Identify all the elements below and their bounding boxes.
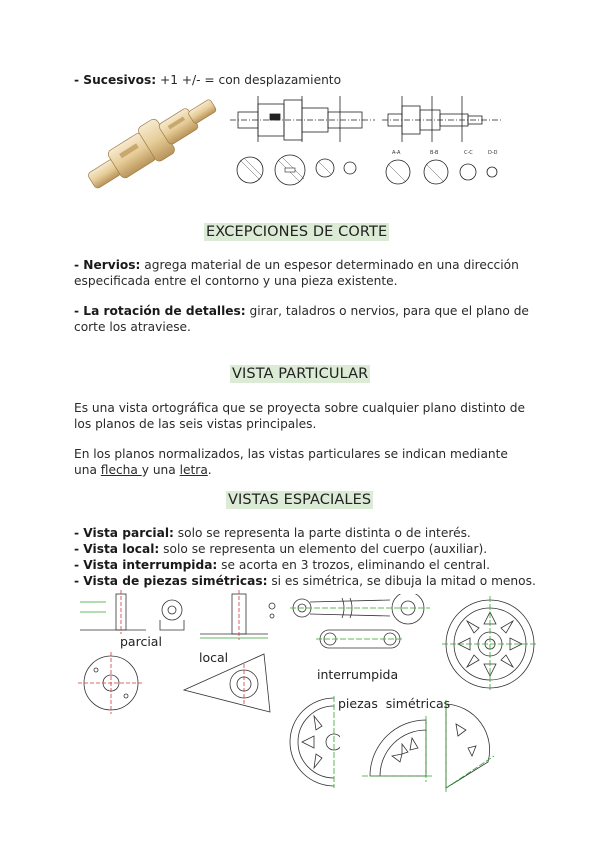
label-local: local (199, 650, 229, 665)
figure-half-wheel (284, 696, 340, 788)
vista-local-item (74, 541, 544, 557)
nervios-text: agrega material de un espesor determinado en una dirección especificada entre el contorno y una pieza existente. (74, 258, 519, 288)
mark-a: A-A (392, 150, 401, 156)
vistas-list (74, 525, 544, 589)
particular-paragraph-1: Es una vista ortográfica que se proyecta sobre cualquier plano distinto de los planos de las seis vistas principales. (74, 401, 525, 431)
mark-c: C-C (464, 150, 473, 156)
sucesivos-term: - Sucesivos: (74, 73, 157, 87)
letra-word: letra (179, 463, 208, 477)
rotacion-term: - La rotación de detalles: (74, 304, 246, 318)
sucesivos-line (74, 72, 341, 88)
heading-excepciones-de-corte: EXCEPCIONES DE CORTE (206, 224, 388, 240)
label-interrumpida: interrumpida (317, 667, 399, 682)
rotacion-text: girar, taladros o nervios, para que el plano de corte los atraviese. (74, 304, 529, 334)
particular-paragraph-2 (74, 446, 529, 478)
vista-simetricas-term: - Vista de piezas simétricas: (74, 574, 268, 588)
vista-interrumpida-item (74, 557, 544, 573)
vista-parcial-term: - Vista parcial: (74, 526, 174, 540)
nervios-paragraph (74, 257, 529, 289)
figure-interrumpida-view (290, 594, 440, 666)
shaft-3d-illustration (70, 88, 230, 198)
vista-local-term: - Vista local: (74, 542, 160, 556)
rotacion-paragraph (74, 303, 529, 335)
heading-vista-particular: VISTA PARTICULAR (232, 366, 369, 382)
mark-b: B-B (430, 150, 439, 156)
shaft-section-drawing-1 (230, 90, 375, 195)
particular-text-c: . (207, 463, 212, 477)
figure-local-triangle (178, 650, 274, 716)
figure-parcial-view (76, 590, 196, 640)
vista-interrumpida-text: se acorta en 3 trozos, eliminando el central. (217, 558, 491, 572)
vista-simetricas-text: si es simétrica, se dibuja la mitad o menos. (267, 574, 536, 588)
figure-quarter-wheel (362, 716, 432, 782)
particular-text-a: En los planos normalizados, las vistas particulares se indican mediante una (74, 447, 508, 477)
particular-text-b: y una (141, 463, 180, 477)
vista-interrumpida-term: - Vista interrumpida: (74, 558, 218, 572)
label-piezas-simetricas: piezas simétricas (338, 696, 451, 711)
vista-simetricas-item (74, 573, 544, 589)
vista-local-text: solo se representa un elemento del cuerpo (auxiliar). (159, 542, 488, 556)
heading-vistas-espaciales: VISTAS ESPACIALES (228, 492, 372, 508)
figure-parcial-circle (76, 652, 146, 714)
nervios-term: - Nervios: (74, 258, 141, 272)
mark-d: D-D (488, 150, 498, 156)
sucesivos-text: +1 +/- = con desplazamiento (156, 73, 342, 87)
figure-symmetric-wheel (442, 596, 538, 692)
vista-parcial-text: solo se representa la parte distinta o de interés. (173, 526, 471, 540)
flecha-word: flecha (100, 463, 142, 477)
vista-parcial-item (74, 525, 544, 541)
label-parcial: parcial (120, 634, 162, 649)
shaft-section-drawing-2 (382, 92, 502, 192)
figure-eighth-wheel (440, 700, 496, 792)
figure-local-view (198, 590, 288, 642)
